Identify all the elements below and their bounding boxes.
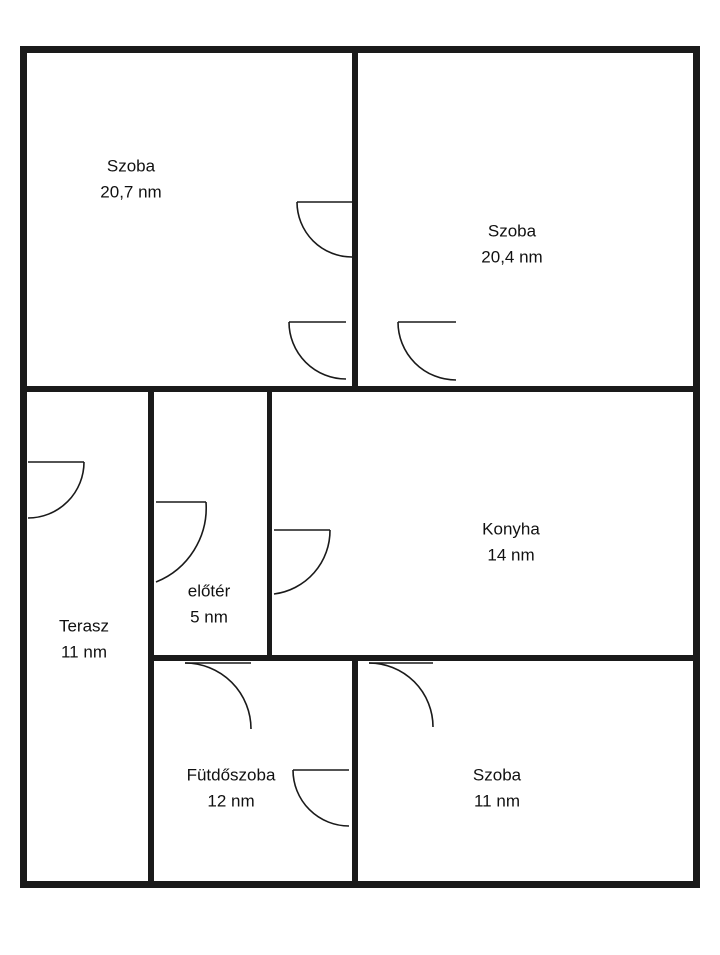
room-label-konyha: [482, 517, 540, 570]
room-area: 20,4 nm: [481, 248, 543, 267]
room-name: Szoba: [487, 221, 537, 241]
door-terasz-exterior: [26, 460, 86, 528]
room-label-eloter: [188, 579, 231, 632]
room-name: előtér: [187, 581, 231, 601]
door-szoba1-hall: [284, 320, 352, 388]
room-area: 12 nm: [207, 792, 255, 811]
room-name: Fütdőszoba: [186, 765, 276, 785]
room-name: Terasz: [58, 616, 110, 636]
door-szoba1-szoba2: [295, 200, 355, 275]
door-konyha-szoba3: [367, 661, 437, 733]
room-label-futoszoba: [187, 763, 276, 816]
door-eloter-futoszoba: [183, 661, 255, 733]
wall-vertical-hall-right: [267, 392, 272, 655]
room-area: 14 nm: [487, 546, 535, 565]
room-name: Konyha: [482, 519, 540, 539]
wall-exterior-right: [693, 46, 700, 888]
room-label-terasz: [59, 614, 109, 667]
room-label-szoba-3: [473, 763, 521, 816]
room-name: Szoba: [472, 765, 522, 785]
wall-vertical-terrace: [148, 392, 154, 888]
door-terasz-eloter: [154, 500, 210, 586]
room-name: Szoba: [106, 156, 156, 176]
wall-exterior-bottom: [20, 881, 700, 888]
door-eloter-konyha: [272, 528, 334, 600]
wall-exterior-top: [20, 46, 700, 53]
room-area: 5 nm: [190, 608, 228, 627]
room-area: 20,7 nm: [100, 183, 162, 202]
door-szoba2-hall: [392, 320, 462, 388]
room-area: 11 nm: [473, 792, 520, 811]
door-futoszoba-szoba3: [291, 768, 353, 832]
wall-horizontal-mid: [20, 386, 700, 392]
room-area: 11 nm: [60, 643, 107, 662]
room-label-szoba-2: [481, 219, 542, 272]
room-label-szoba-1: [100, 154, 161, 207]
